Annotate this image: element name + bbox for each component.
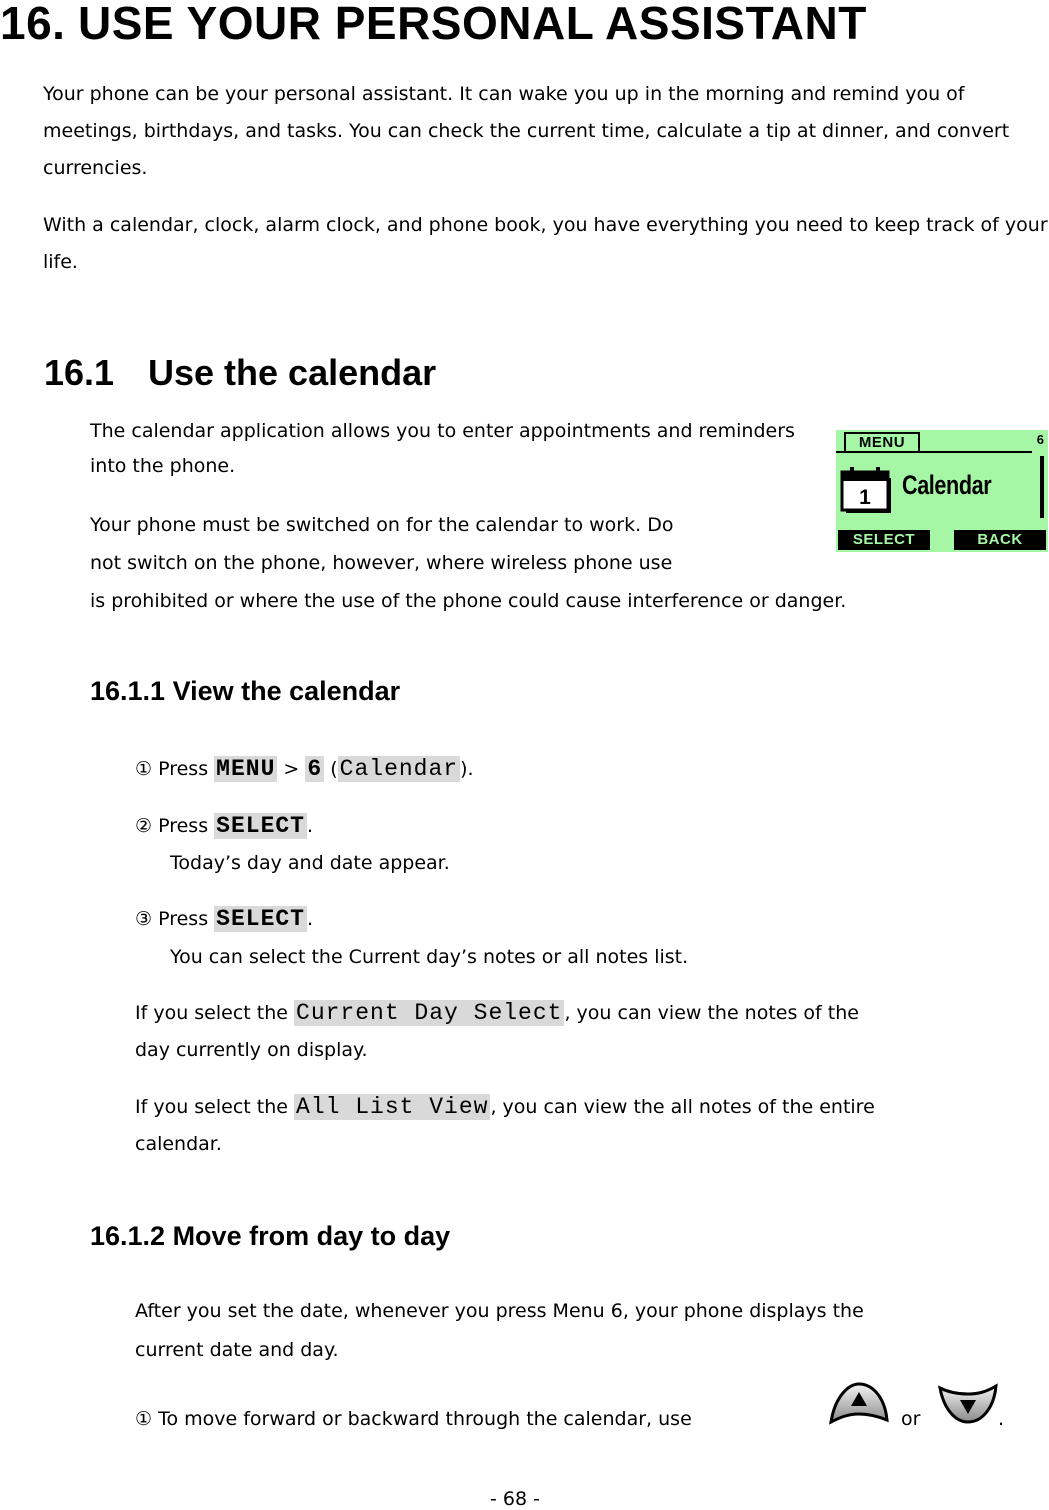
number-6-key: 6 — [307, 756, 323, 782]
step-2-note: Today’s day and date appear. — [170, 852, 450, 874]
subsection-1-heading: 16.1.1 View the calendar — [90, 676, 401, 706]
select-key: SELECT — [216, 813, 305, 839]
if-text-tail: , you can view the notes of the — [564, 1002, 859, 1024]
chapter-number: 16. — [0, 0, 66, 49]
step-marker: ① — [135, 1408, 153, 1430]
section-paragraph-2-line-1: Your phone must be switched on for the calendar to work. Do — [90, 514, 674, 536]
or-text: or — [901, 1408, 921, 1430]
section-paragraph-2-line-3: is prohibited or where the use of the phone could cause interference or danger. — [90, 590, 847, 612]
select-softkey: SELECT — [838, 530, 930, 550]
menu-number: 6 — [1036, 432, 1044, 447]
section-title: Use the calendar — [148, 352, 437, 393]
all-list-paragraph-line-1 — [135, 1094, 875, 1120]
sub2-paragraph-line-1: After you set the date, whenever you press Menu 6, your phone displays the — [135, 1300, 864, 1322]
calendar-menu-item: Calendar — [902, 470, 992, 500]
step-3-note: You can select the Current day’s notes or all notes list. — [170, 946, 689, 968]
nav-down-icon — [936, 1378, 1000, 1432]
sub2-step-1 — [135, 1408, 692, 1430]
back-softkey: BACK — [954, 530, 1046, 550]
menu-key: MENU — [216, 756, 276, 782]
menu-tab: MENU — [844, 432, 920, 452]
step-text: Press — [158, 815, 209, 837]
all-list-paragraph-line-2: calendar. — [135, 1133, 222, 1155]
nav-up-icon — [827, 1380, 891, 1434]
step-marker: ② — [135, 815, 153, 837]
select-key: SELECT — [216, 906, 305, 932]
step-3 — [135, 906, 313, 932]
step-separator: > — [283, 758, 300, 780]
step-text: To move forward or backward through the calendar, use — [158, 1408, 692, 1430]
if-text: If you select the — [135, 1096, 288, 1118]
if-text-tail: , you can view the all notes of the entire — [490, 1096, 875, 1118]
chapter-heading — [0, 0, 867, 50]
paren-open: ( — [330, 758, 338, 780]
current-day-select-key: Current Day Select — [296, 1000, 563, 1026]
step-marker: ① — [135, 758, 153, 780]
subsection-2-heading: 16.1.2 Move from day to day — [90, 1221, 451, 1251]
calendar-day-number: 1 — [859, 486, 871, 509]
if-text: If you select the — [135, 1002, 288, 1024]
tab-divider — [836, 451, 1032, 453]
current-day-paragraph-line-2: day currently on display. — [135, 1039, 368, 1061]
section-paragraph-2-line-2: not switch on the phone, however, where wireless phone use — [90, 552, 673, 574]
intro-paragraph-2: With a calendar, clock, alarm clock, and phone book, you have everything you need to keep track of your life. — [43, 214, 1048, 273]
section-number: 16.1 — [44, 352, 115, 393]
sub2-paragraph-line-2: current date and day. — [135, 1339, 339, 1361]
step-2 — [135, 813, 313, 839]
step-end: . — [306, 908, 314, 930]
phone-screen-image — [836, 430, 1048, 552]
section-heading — [44, 352, 436, 394]
calendar-icon — [840, 466, 892, 514]
scrollbar — [1040, 456, 1044, 518]
all-list-view-key: All List View — [296, 1094, 489, 1120]
step-1 — [135, 756, 474, 782]
step-end: . — [998, 1408, 1005, 1430]
intro-paragraph-1: Your phone can be your personal assistant. It can wake you up in the morning and remind you of meetings, birthdays, and tasks. You can check the current time, calculate a tip at dinner, and convert currencies. — [43, 83, 1010, 179]
step-text: Press — [158, 908, 209, 930]
chapter-title: USE YOUR PERSONAL ASSISTANT — [78, 0, 867, 49]
calendar-key: Calendar — [339, 756, 459, 782]
step-marker: ③ — [135, 908, 153, 930]
step-end: . — [306, 815, 314, 837]
step-text: Press — [158, 758, 209, 780]
section-paragraph-1: The calendar application allows you to enter appointments and reminders into the phone. — [90, 420, 795, 477]
current-day-paragraph-line-1 — [135, 1000, 859, 1026]
paren-close: ). — [460, 758, 474, 780]
page-number: - 68 - — [490, 1488, 540, 1510]
